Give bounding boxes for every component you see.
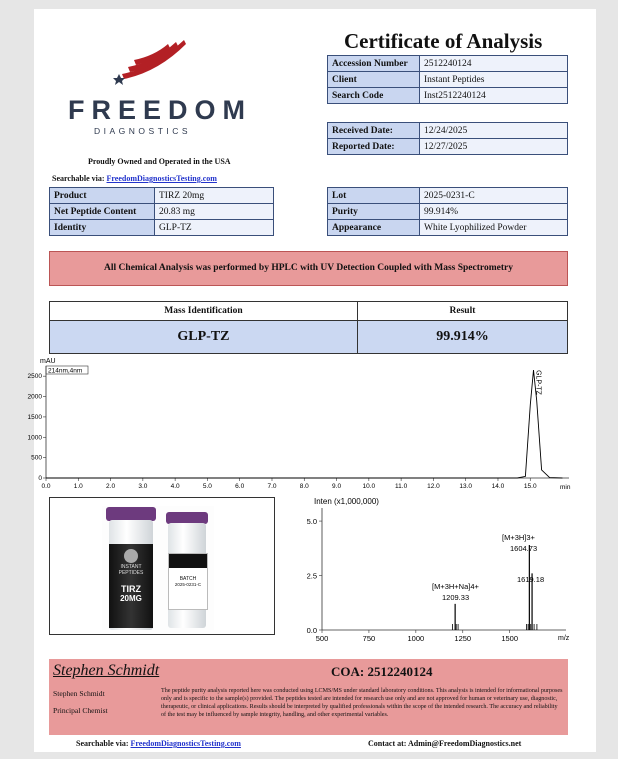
table-row (328, 204, 568, 220)
result-value: 99.914% (357, 321, 567, 354)
table-row (328, 88, 568, 104)
chrom-y-tick-label: 0 (38, 475, 42, 482)
ms-x-unit: m/z (558, 635, 570, 642)
chrom-detector: 214nm,4nm (48, 367, 83, 375)
tagline: Proudly Owned and Operated in the USA (88, 157, 231, 166)
mass-id-value: GLP-TZ (50, 321, 358, 354)
ms-y-tick-label: 2.5 (306, 571, 317, 581)
net-content-value: 20.83 mg (155, 204, 274, 220)
disclaimer-box (49, 685, 568, 735)
reported-date-value: 12/27/2025 (420, 139, 568, 155)
net-content-label: Net Peptide Content (50, 204, 155, 220)
ms-ann1-value: 1209.33 (442, 593, 470, 602)
ms-y-tick-label: 0.0 (306, 626, 317, 635)
vial-product: TIRZ (121, 584, 141, 594)
identity-value: GLP-TZ (155, 220, 274, 236)
ms-ann1-label: [M+3H+Na]4+ (432, 582, 479, 591)
table-row (328, 139, 568, 155)
mass-spectrum (292, 494, 582, 644)
product-table (49, 187, 274, 236)
chrom-y-tick-label: 500 (31, 454, 42, 462)
chrom-y-unit: mAU (40, 358, 56, 365)
chrom-x-tick-label: 4.0 (170, 483, 180, 490)
method-banner: All Chemical Analysis was performed by HPLC with UV Detection Coupled with Mass Spectrometry (49, 251, 568, 286)
chrom-x-tick-label: 13.0 (459, 483, 473, 490)
ms-x-tick-label: 1000 (407, 634, 425, 643)
table-row (328, 123, 568, 139)
purity-label: Purity (328, 204, 420, 220)
appearance-value: White Lyophilized Powder (420, 220, 568, 236)
table-row (328, 56, 568, 72)
ms-x-tick-label: 1250 (454, 634, 472, 643)
accession-table (327, 55, 568, 104)
purity-value: 99.914% (420, 204, 568, 220)
accession-label: Accession Number (328, 56, 420, 72)
disclaimer-text: The peptide purity analysis reported here was conducted using LCMS/MS under standard laboratory conditions. This analysis is intended for informational purposes only and is specific to the sample(s) provided. The peptides tested are intended for research use only and are not approved for human or veterinary use, diagnostic, therapeutic, or clinical applications. Results should be interpreted by qualified professionals within the scope of the intended research. The accuracy and reliability of the test may be influenced by sample integrity, handling, and other experimental variables. (161, 688, 563, 718)
table-row (328, 72, 568, 88)
table-row (328, 220, 568, 236)
chrom-y-tick-label: 2500 (27, 373, 42, 381)
footer-searchable-link[interactable]: FreedomDiagnosticsTesting.com (130, 739, 241, 748)
table-row (50, 321, 568, 354)
chrom-x-tick-label: 7.0 (267, 483, 277, 490)
received-date-label: Received Date: (328, 123, 420, 139)
table-row (50, 204, 274, 220)
logo-subtitle: DIAGNOSTICS (94, 126, 192, 136)
footer-searchable (76, 739, 241, 748)
searchable-label: Searchable via: (52, 174, 105, 183)
lot-value: 2025-0231-C (420, 188, 568, 204)
chrom-y-tick-label: 1500 (27, 413, 42, 421)
result-header: Result (357, 302, 567, 321)
ms-x-tick-label: 750 (362, 634, 376, 643)
product-photo (49, 497, 275, 635)
mass-identification-table (49, 301, 568, 354)
chrom-x-tick-label: 11.0 (395, 483, 408, 490)
chrom-x-tick-label: 9.0 (332, 483, 342, 490)
vial-brand-top: INSTANT (120, 564, 142, 570)
signature-banner (49, 659, 568, 685)
signer-role: Principal Chemist (53, 706, 108, 715)
coa-number: COA: 2512240124 (331, 664, 433, 679)
lot-label: Lot (328, 188, 420, 204)
table-row (50, 220, 274, 236)
footer-searchable-label: Searchable via: (76, 739, 129, 748)
chrom-x-unit: min (560, 484, 571, 491)
batch-value: 2025-0231-C (174, 582, 202, 587)
ms-ann2-label: [M+3H]3+ (502, 533, 535, 542)
reported-date-label: Reported Date: (328, 139, 420, 155)
vial-brand-bottom: PEPTIDES (118, 570, 144, 576)
vial-label (109, 544, 153, 628)
chrom-x-tick-label: 12.0 (427, 483, 440, 490)
vial-dose: 20MG (120, 594, 142, 603)
client-label: Client (328, 72, 420, 88)
signer-name: Stephen Schmidt (53, 689, 105, 698)
chrom-x-tick-label: 6.0 (235, 483, 245, 490)
accession-value: 2512240124 (420, 56, 568, 72)
ms-y-tick-label: 5.0 (306, 517, 317, 527)
chrom-x-tick-label: 14.0 (491, 483, 505, 490)
chrom-x-tick-label: 0.0 (41, 483, 51, 490)
vial-cap-icon (106, 507, 156, 521)
page-title: Certificate of Analysis (344, 29, 543, 53)
ms-ann3-value: 1619.18 (517, 575, 545, 584)
identity-label: Identity (50, 220, 155, 236)
logo-wordmark: FREEDOM (68, 95, 252, 125)
lot-table (327, 187, 568, 236)
table-header-row (50, 302, 568, 321)
chrom-y-tick-label: 2000 (27, 393, 42, 401)
batch-label-text: BATCH (179, 576, 197, 582)
vial-logo-icon (124, 549, 138, 563)
certificate-page (27, 9, 596, 752)
table-row (50, 188, 274, 204)
ms-ann2-value: 1604.73 (510, 544, 538, 553)
batch-label (168, 553, 208, 610)
mass-id-header: Mass Identification (50, 302, 358, 321)
ms-x-tick-label: 500 (315, 634, 329, 643)
chrom-y-tick-label: 1000 (27, 434, 42, 442)
ms-title: Inten (x1,000,000) (314, 497, 379, 506)
product-value: TIRZ 20mg (155, 188, 274, 204)
searchable-link[interactable]: FreedomDiagnosticsTesting.com (106, 174, 217, 183)
chrom-x-tick-label: 15.0 (523, 483, 537, 490)
ms-x-tick-label: 1500 (501, 634, 519, 643)
search-code-label: Search Code (328, 88, 420, 104)
peak-label: GLP-TZ (534, 370, 542, 395)
chrom-x-tick-label: 10.0 (362, 483, 376, 490)
appearance-label: Appearance (328, 220, 420, 236)
signature-script: Stephen Schmidt (53, 662, 160, 679)
search-code-value: Inst2512240124 (420, 88, 568, 104)
table-row (328, 188, 568, 204)
chrom-x-tick-label: 1.0 (73, 483, 83, 490)
received-date-value: 12/24/2025 (420, 123, 568, 139)
footer-contact: Contact at: Admin@FreedomDiagnostics.net (368, 739, 522, 748)
chrom-x-tick-label: 2.0 (106, 483, 116, 490)
chrom-trace (46, 367, 563, 478)
hplc-chromatogram (27, 352, 596, 492)
chrom-x-tick-label: 5.0 (202, 483, 212, 490)
logo-flag-icon (114, 34, 190, 82)
client-value: Instant Peptides (420, 72, 568, 88)
product-label: Product (50, 188, 155, 204)
dates-table (327, 122, 568, 155)
chrom-x-tick-label: 3.0 (138, 483, 148, 490)
searchable-line (52, 174, 217, 183)
chrom-x-tick-label: 8.0 (299, 483, 309, 490)
